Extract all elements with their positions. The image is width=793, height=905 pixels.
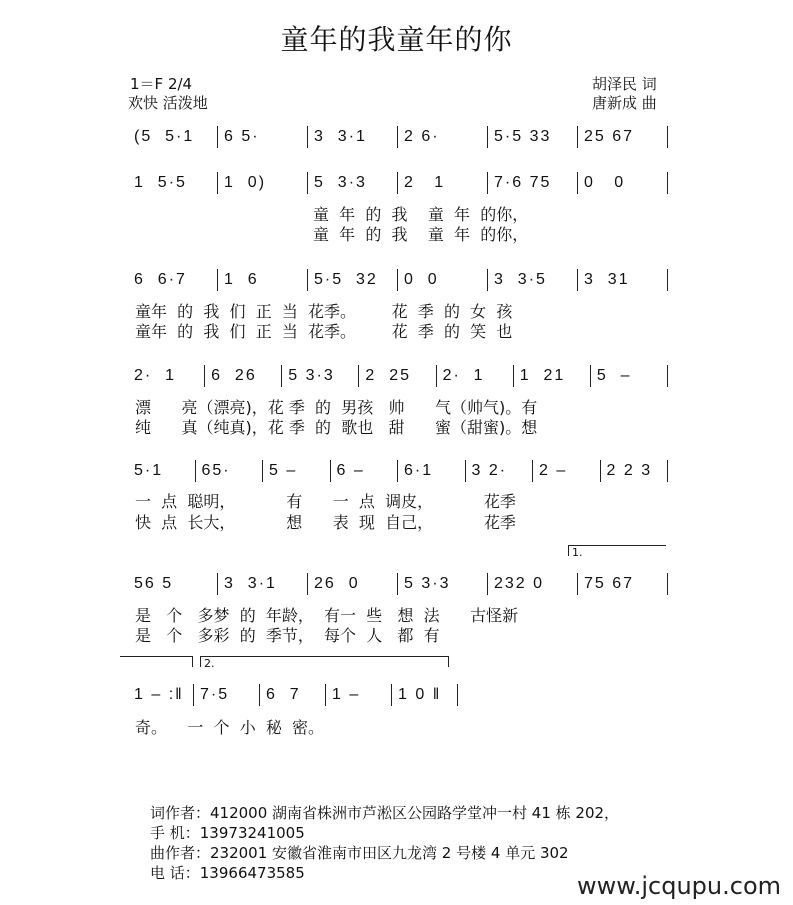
measure: 6 –	[336, 462, 365, 479]
contact-info	[150, 803, 619, 883]
barline	[667, 573, 668, 595]
info-line: 电 话：13966473585	[150, 864, 305, 882]
measure: 7·6 75	[494, 174, 552, 191]
measure: 0 0	[584, 174, 626, 191]
key-signature: 1＝F 2/4	[130, 75, 193, 93]
measure: 3 31	[584, 271, 630, 288]
measure: 6·1	[404, 462, 434, 479]
measure: 5 –	[269, 462, 298, 479]
info-line: 曲作者：232001 安徽省淮南市田区九龙湾 2 号楼 4 单元 302	[150, 844, 569, 862]
composer-credit: 唐新成 曲	[592, 94, 657, 112]
info-line: 手 机：13973241005	[150, 824, 305, 842]
barline	[667, 365, 668, 387]
measure: 6 6·7	[134, 271, 187, 288]
measure: 5 –	[596, 367, 632, 384]
measure: 5·1	[134, 462, 164, 479]
measure: 1 0 ‖	[398, 686, 442, 703]
lyric-line: 童年 的 我 们 正 当 花季。 花 季 的 女 孩	[135, 302, 513, 321]
lyric-line: 童年 的 我 们 正 当 花季。 花 季 的 笑 也	[135, 322, 513, 341]
lyric-line: 童 年 的 我 童 年 的你，	[313, 205, 529, 224]
info-line: 词作者：412000 湖南省株洲市芦淞区公园路学堂冲一村 41 栋 202，	[150, 804, 620, 822]
measure: 25 67	[584, 128, 635, 145]
watermark: www.jcqupu.com	[577, 872, 781, 900]
score-line-1	[128, 125, 668, 149]
score-line-4	[128, 364, 668, 388]
measure: 26 0	[314, 575, 360, 592]
barline	[667, 172, 668, 194]
measure: 1 6	[224, 271, 259, 288]
measure: 1 –	[332, 686, 361, 703]
lyric-line: 漂 亮（漂亮)，花 季 的 男孩 帅 气（帅气)。有	[135, 398, 538, 417]
lyricist-credit: 胡泽民 词	[592, 75, 657, 93]
measure: 2· 1	[134, 367, 177, 384]
lyric-line: 奇。 一 个 小 秘 密。	[135, 718, 325, 737]
score-line-6	[128, 572, 668, 596]
measure: 2 1	[404, 174, 446, 191]
song-title: 童年的我童年的你	[280, 23, 513, 56]
lyric-line: 一 点 聪明， 有 一 点 调皮， 花季	[135, 492, 516, 511]
lyric-line: 是 个 多梦 的 年龄， 有一 些 想 法 古怪新	[135, 606, 519, 625]
score-line-2	[128, 171, 668, 195]
score-line-5	[128, 459, 668, 483]
measure: 1 21	[519, 367, 566, 384]
measure: 232 0	[494, 575, 545, 592]
measure: 2 –	[539, 462, 568, 479]
measure: 6 26	[211, 367, 257, 384]
measure: 5 3·3	[288, 367, 335, 384]
measure: 6 5·	[224, 128, 260, 145]
measure: 2 6·	[404, 128, 440, 145]
volta-first-ending-end	[120, 656, 193, 667]
measure: 5·5 32	[314, 271, 378, 288]
volta-second-ending: 2.	[200, 656, 449, 667]
barline	[457, 684, 458, 706]
lyric-line: 快 点 长大， 想 表 现 自己， 花季	[135, 513, 516, 532]
measure: 3 2·	[471, 462, 508, 479]
barline	[667, 126, 668, 148]
measure: 3 3·5	[494, 271, 547, 288]
measure: 2 2 3	[606, 462, 653, 479]
measure: (5 5·1	[134, 128, 195, 145]
measure: 5 3·3	[314, 174, 367, 191]
measure: 5 3·3	[404, 575, 451, 592]
measure: 3 3·1	[314, 128, 367, 145]
score-line-3	[128, 268, 668, 292]
lyric-line: 是 个 多彩 的 季节， 每个 人 都 有	[135, 626, 440, 645]
measure: 2· 1	[442, 367, 485, 384]
barline	[667, 460, 668, 482]
measure: 1 – :‖	[134, 686, 184, 703]
lyric-line: 童 年 的 我 童 年 的你，	[313, 225, 529, 244]
score-line-7	[128, 683, 458, 707]
volta-first-ending: 1.	[568, 545, 666, 556]
measure: 3 3·1	[224, 575, 277, 592]
barline	[667, 269, 668, 291]
measure: 65·	[201, 462, 231, 479]
lyric-line: 纯 真（纯真)，花 季 的 歌也 甜 蜜（甜蜜)。想	[135, 418, 538, 437]
measure: 1 5·5	[134, 174, 187, 191]
measure: 7·5	[200, 686, 230, 703]
measure: 1 0)	[224, 174, 267, 191]
tempo-marking: 欢快 活泼地	[128, 94, 208, 112]
measure: 5·5 33	[494, 128, 552, 145]
measure: 2 25	[365, 367, 412, 384]
measure: 56 5	[134, 575, 174, 592]
measure: 6 7	[266, 686, 301, 703]
measure: 0 0	[404, 271, 439, 288]
measure: 75 67	[584, 575, 635, 592]
